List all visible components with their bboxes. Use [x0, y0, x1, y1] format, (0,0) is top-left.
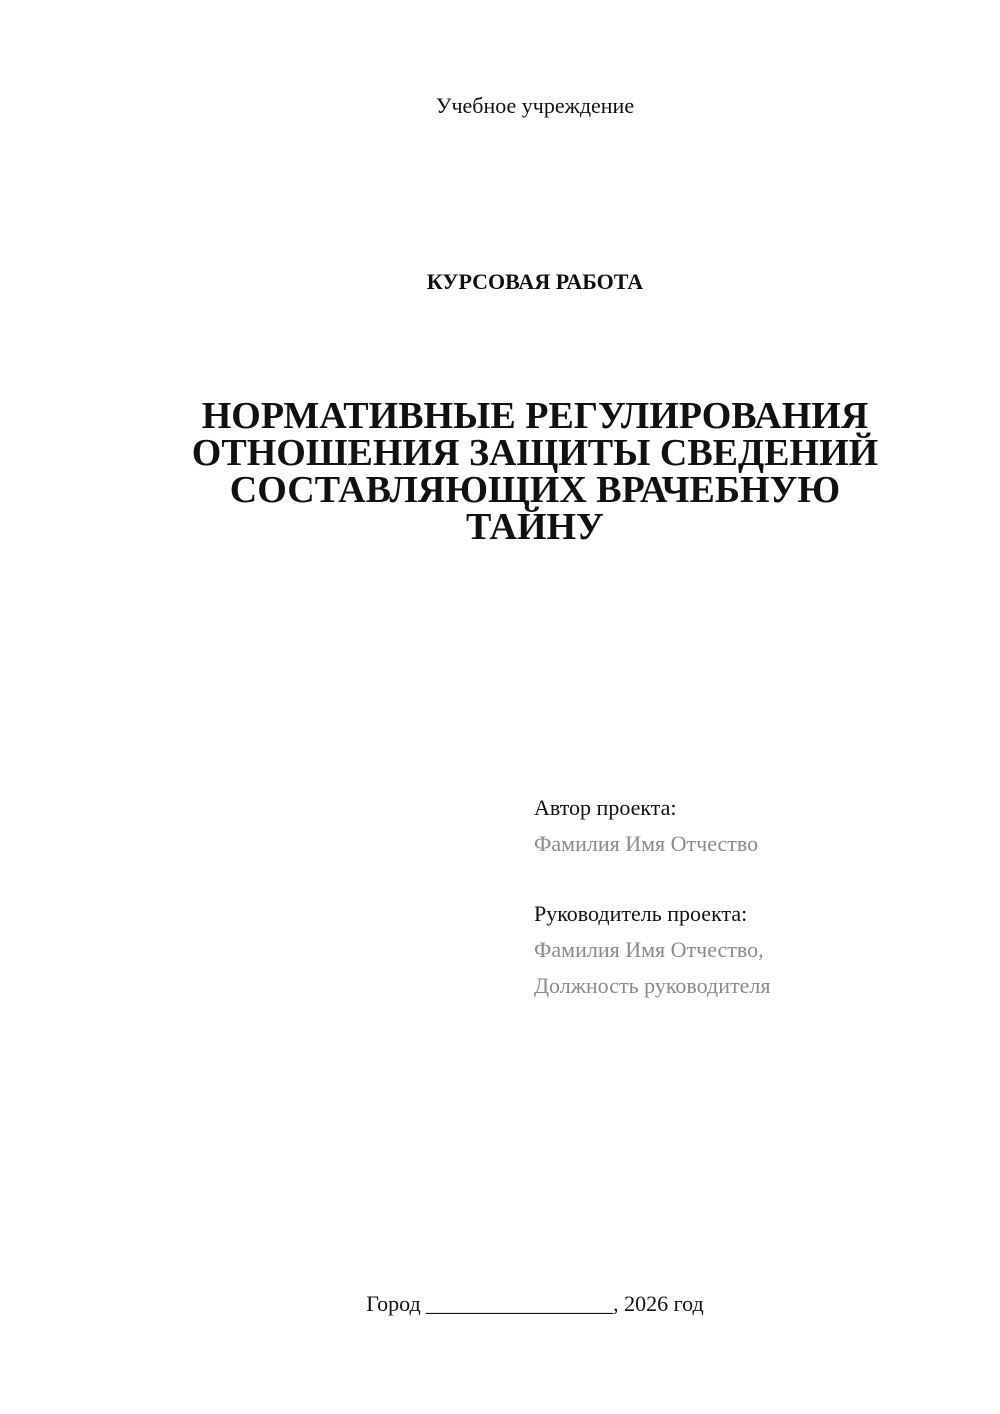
year-text: , 2026 год: [613, 1291, 704, 1316]
document-type: КУРСОВАЯ РАБОТА: [426, 269, 644, 294]
work-title: [170, 395, 900, 548]
work-title-line-1: НОРМАТИВНЫЕ РЕГУЛИРОВАНИЯ: [201, 395, 869, 437]
city-year-line: [0, 1290, 1000, 1318]
work-title-line-4: ТАЙНУ: [466, 506, 604, 548]
work-title-line-3: СОСТАВЛЯЮЩИХ ВРАЧЕБНУЮ: [229, 469, 841, 511]
supervisor-name: Фамилия Имя Отчество,: [534, 937, 764, 962]
author-label: Автор проекта:: [534, 795, 677, 820]
authors-block: [534, 790, 974, 1004]
supervisor-position: Должность руководителя: [534, 973, 771, 998]
supervisor-label: Руководитель проекта:: [534, 901, 748, 926]
work-title-line-2: ОТНОШЕНИЯ ЗАЩИТЫ СВЕДЕНИЙ: [191, 432, 879, 474]
institution-name: Учебное учреждение: [435, 93, 635, 118]
city-label: Город: [366, 1291, 421, 1316]
author-name: Фамилия Имя Отчество: [534, 831, 759, 856]
city-blank: _________________: [426, 1291, 614, 1316]
authors-spacer: [534, 862, 974, 896]
